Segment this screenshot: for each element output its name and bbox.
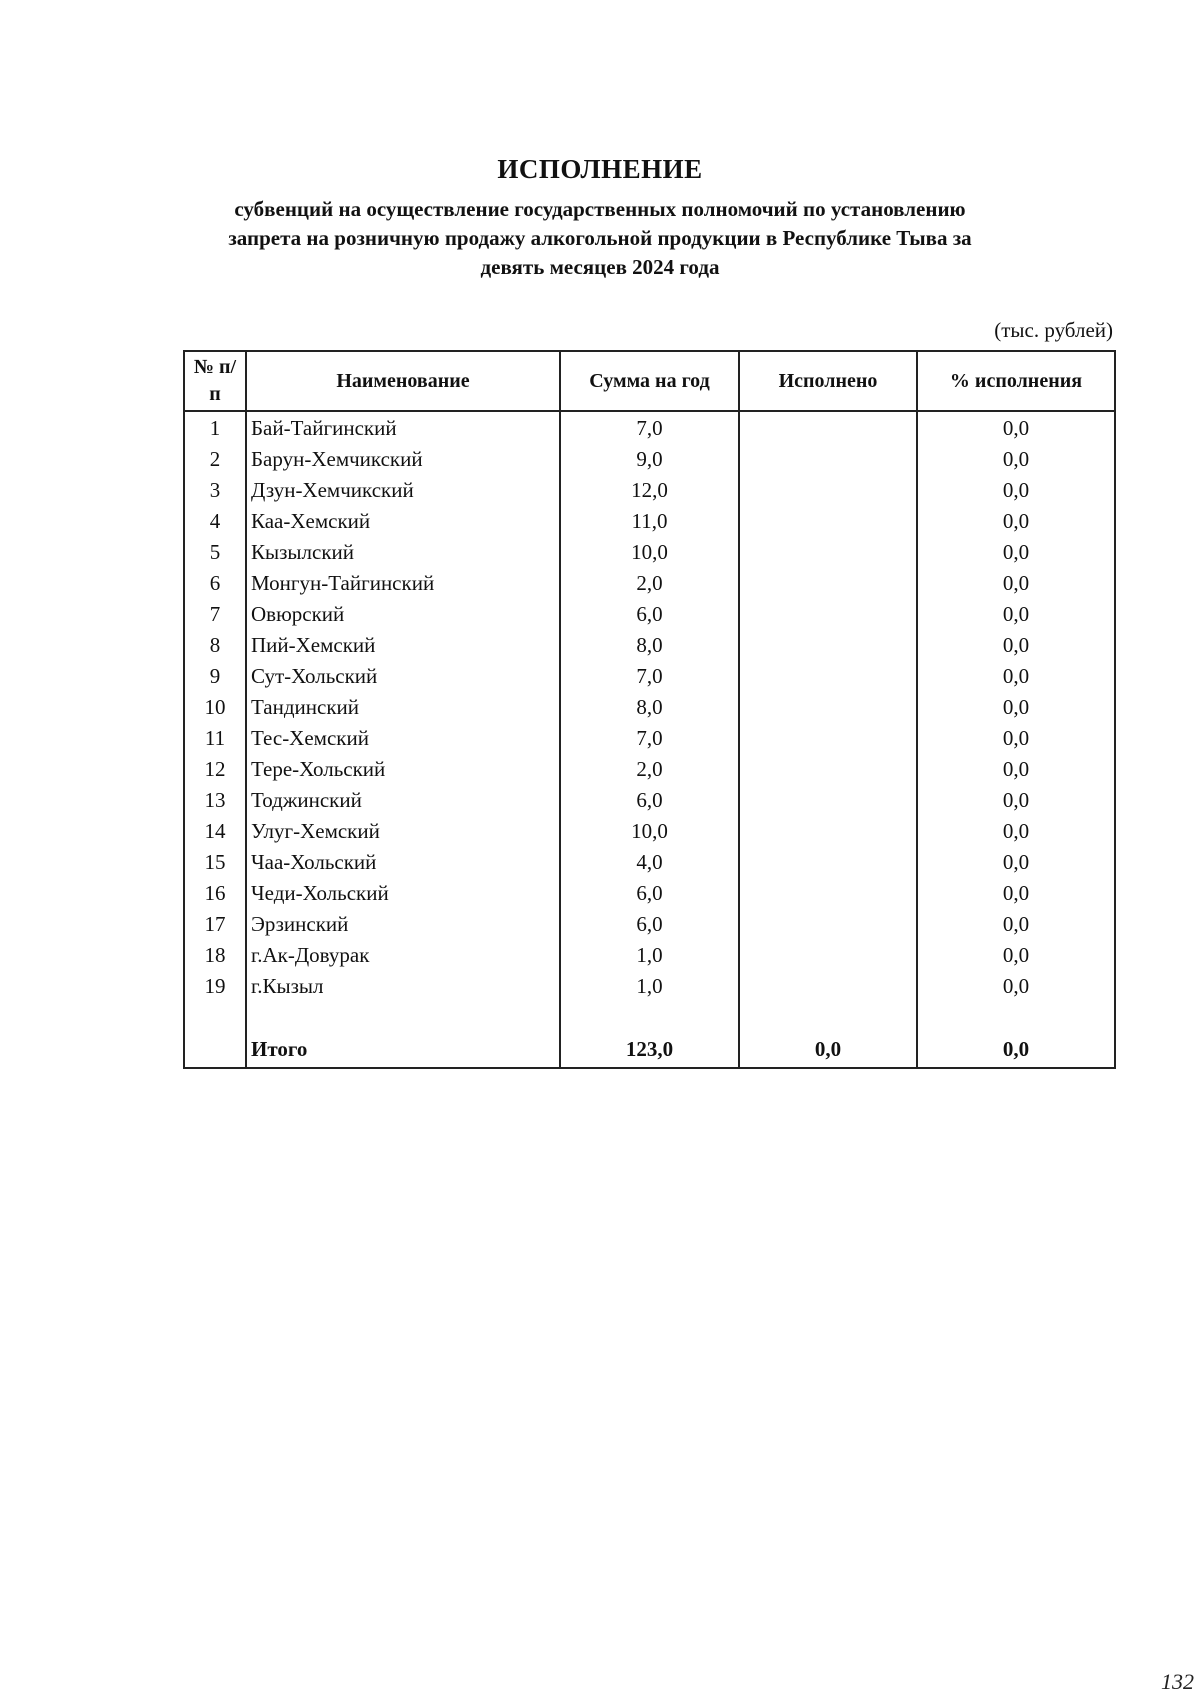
- row-percent: 0,0: [917, 411, 1115, 443]
- row-num: 15: [184, 846, 246, 877]
- table-row: [184, 939, 1115, 970]
- total-num-cell: [184, 1031, 246, 1068]
- total-percent: 0,0: [917, 1031, 1115, 1068]
- row-year-sum: 6,0: [560, 877, 739, 908]
- row-name: Бай-Тайгинский: [246, 411, 560, 443]
- units-note: (тыс. рублей): [994, 318, 1113, 342]
- total-row: [184, 1031, 1115, 1068]
- row-num: 11: [184, 722, 246, 753]
- table-row: [184, 753, 1115, 784]
- row-year-sum: 2,0: [560, 753, 739, 784]
- row-year-sum: 12,0: [560, 474, 739, 505]
- total-executed: 0,0: [739, 1031, 917, 1068]
- table-row: [184, 691, 1115, 722]
- row-name: г.Кызыл: [246, 970, 560, 1001]
- row-year-sum: 1,0: [560, 939, 739, 970]
- table-row: [184, 598, 1115, 629]
- row-num: 2: [184, 443, 246, 474]
- table-row: [184, 411, 1115, 443]
- row-name: Кызылский: [246, 536, 560, 567]
- row-num: 18: [184, 939, 246, 970]
- row-percent: 0,0: [917, 598, 1115, 629]
- row-executed: [739, 877, 917, 908]
- header-percent: % исполнения: [917, 351, 1115, 411]
- row-percent: 0,0: [917, 660, 1115, 691]
- row-executed: [739, 784, 917, 815]
- table-row: [184, 908, 1115, 939]
- row-name: Каа-Хемский: [246, 505, 560, 536]
- table-row: [184, 629, 1115, 660]
- row-name: Чаа-Хольский: [246, 846, 560, 877]
- row-num: 16: [184, 877, 246, 908]
- table-row: [184, 722, 1115, 753]
- row-year-sum: 7,0: [560, 660, 739, 691]
- header-executed: Исполнено: [739, 351, 917, 411]
- row-name: г.Ак-Довурак: [246, 939, 560, 970]
- row-name: Тере-Хольский: [246, 753, 560, 784]
- row-name: Овюрский: [246, 598, 560, 629]
- total-label: Итого: [246, 1031, 560, 1068]
- row-executed: [739, 536, 917, 567]
- table-row: [184, 536, 1115, 567]
- table-header-row: [184, 351, 1115, 411]
- table-row: [184, 567, 1115, 598]
- row-year-sum: 4,0: [560, 846, 739, 877]
- row-percent: 0,0: [917, 443, 1115, 474]
- row-percent: 0,0: [917, 970, 1115, 1001]
- header-name: Наименование: [246, 351, 560, 411]
- row-percent: 0,0: [917, 784, 1115, 815]
- row-percent: 0,0: [917, 536, 1115, 567]
- row-num: 7: [184, 598, 246, 629]
- row-year-sum: 8,0: [560, 691, 739, 722]
- row-percent: 0,0: [917, 939, 1115, 970]
- row-num: 3: [184, 474, 246, 505]
- row-num: 5: [184, 536, 246, 567]
- table-row: [184, 660, 1115, 691]
- row-percent: 0,0: [917, 877, 1115, 908]
- row-executed: [739, 970, 917, 1001]
- row-executed: [739, 722, 917, 753]
- header-num: № п/п: [184, 351, 246, 411]
- row-executed: [739, 908, 917, 939]
- row-percent: 0,0: [917, 753, 1115, 784]
- row-executed: [739, 598, 917, 629]
- row-year-sum: 10,0: [560, 536, 739, 567]
- row-executed: [739, 474, 917, 505]
- row-name: Монгун-Тайгинский: [246, 567, 560, 598]
- row-percent: 0,0: [917, 722, 1115, 753]
- row-num: 12: [184, 753, 246, 784]
- row-num: 4: [184, 505, 246, 536]
- row-year-sum: 11,0: [560, 505, 739, 536]
- row-percent: 0,0: [917, 691, 1115, 722]
- row-executed: [739, 815, 917, 846]
- row-executed: [739, 411, 917, 443]
- row-executed: [739, 691, 917, 722]
- row-name: Тандинский: [246, 691, 560, 722]
- table-row: [184, 443, 1115, 474]
- row-year-sum: 6,0: [560, 784, 739, 815]
- row-name: Чеди-Хольский: [246, 877, 560, 908]
- execution-table: [183, 350, 1116, 1069]
- row-percent: 0,0: [917, 505, 1115, 536]
- row-num: 17: [184, 908, 246, 939]
- row-year-sum: 6,0: [560, 908, 739, 939]
- row-percent: 0,0: [917, 846, 1115, 877]
- row-num: 19: [184, 970, 246, 1001]
- row-executed: [739, 939, 917, 970]
- row-name: Пий-Хемский: [246, 629, 560, 660]
- table-row: [184, 846, 1115, 877]
- row-executed: [739, 846, 917, 877]
- row-num: 1: [184, 411, 246, 443]
- header-year-sum: Сумма на год: [560, 351, 739, 411]
- row-percent: 0,0: [917, 567, 1115, 598]
- table-row: [184, 815, 1115, 846]
- row-year-sum: 7,0: [560, 411, 739, 443]
- row-year-sum: 6,0: [560, 598, 739, 629]
- table-row: [184, 970, 1115, 1001]
- row-num: 6: [184, 567, 246, 598]
- row-num: 13: [184, 784, 246, 815]
- page-number-mark: 132: [1161, 1669, 1194, 1694]
- row-percent: 0,0: [917, 815, 1115, 846]
- table-row: [184, 474, 1115, 505]
- row-name: Тоджинский: [246, 784, 560, 815]
- row-executed: [739, 660, 917, 691]
- spacer-row: [184, 1001, 1115, 1031]
- total-year-sum: 123,0: [560, 1031, 739, 1068]
- row-year-sum: 1,0: [560, 970, 739, 1001]
- row-num: 10: [184, 691, 246, 722]
- row-name: Тес-Хемский: [246, 722, 560, 753]
- table-body: [184, 411, 1115, 1001]
- document-title: ИСПОЛНЕНИЕ: [497, 154, 703, 184]
- row-num: 14: [184, 815, 246, 846]
- row-name: Сут-Хольский: [246, 660, 560, 691]
- row-year-sum: 10,0: [560, 815, 739, 846]
- row-year-sum: 2,0: [560, 567, 739, 598]
- row-num: 8: [184, 629, 246, 660]
- row-executed: [739, 505, 917, 536]
- row-executed: [739, 753, 917, 784]
- table-row: [184, 784, 1115, 815]
- row-year-sum: 9,0: [560, 443, 739, 474]
- row-name: Дзун-Хемчикский: [246, 474, 560, 505]
- row-year-sum: 7,0: [560, 722, 739, 753]
- table-row: [184, 877, 1115, 908]
- row-percent: 0,0: [917, 474, 1115, 505]
- row-executed: [739, 443, 917, 474]
- row-name: Эрзинский: [246, 908, 560, 939]
- row-year-sum: 8,0: [560, 629, 739, 660]
- row-percent: 0,0: [917, 629, 1115, 660]
- row-num: 9: [184, 660, 246, 691]
- row-executed: [739, 629, 917, 660]
- row-name: Улуг-Хемский: [246, 815, 560, 846]
- row-executed: [739, 567, 917, 598]
- row-percent: 0,0: [917, 908, 1115, 939]
- document-subtitle: субвенций на осуществление государственных полномочий по установлению запрета на розничную продажу алкогольной продукции в Республике Тыва за девять месяцев 2024 года: [228, 197, 972, 279]
- table-row: [184, 505, 1115, 536]
- row-name: Барун-Хемчикский: [246, 443, 560, 474]
